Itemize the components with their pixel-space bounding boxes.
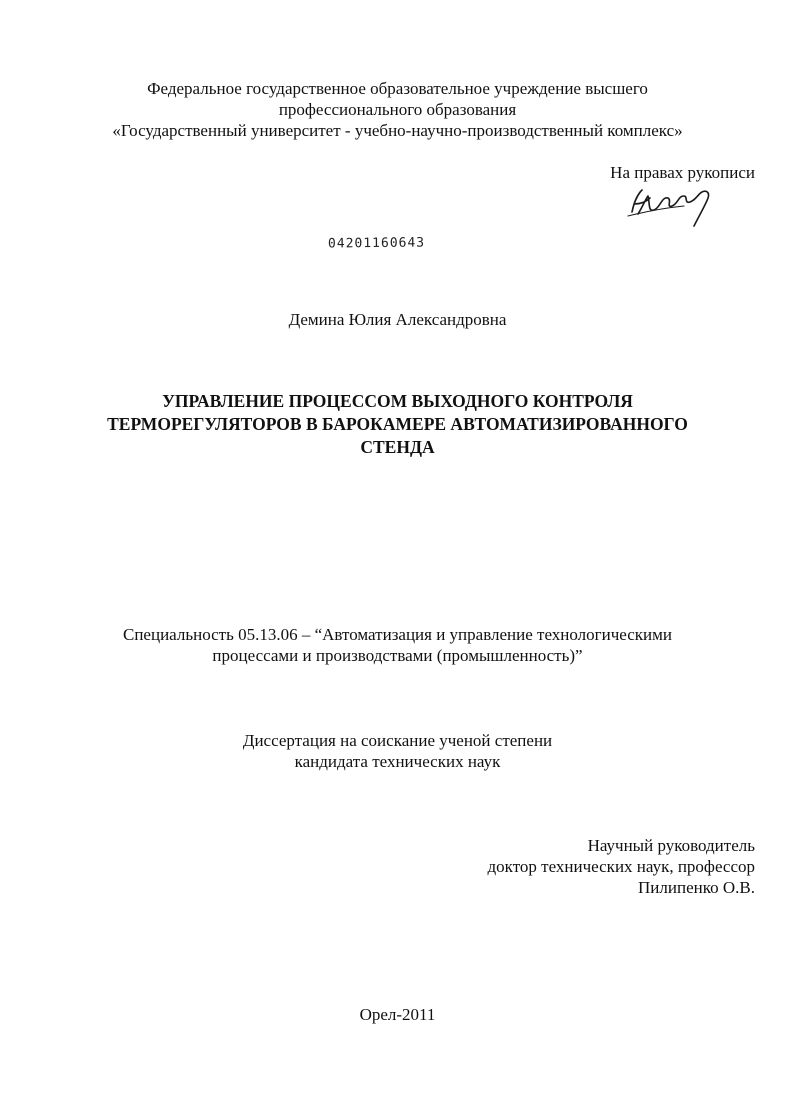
title-line-1: УПРАВЛЕНИЕ ПРОЦЕССОМ ВЫХОДНОГО КОНТРОЛЯ xyxy=(162,391,633,411)
title-line-2: ТЕРМОРЕГУЛЯТОРОВ В БАРОКАМЕРЕ АВТОМАТИЗИРОВАННОГО xyxy=(107,414,688,434)
institution-line-2: профессионального образования xyxy=(278,100,517,119)
specialty-line-1: Специальность 05.13.06 – “Автоматизация и управление технологическими xyxy=(123,625,672,644)
institution-line-3: «Государственный университет - учебно-научно-производственный комплекс» xyxy=(112,121,683,140)
handwritten-signature xyxy=(624,182,724,228)
degree-line-2: кандидата технических наук xyxy=(294,752,501,771)
manuscript-note: На правах рукописи xyxy=(610,163,755,182)
registry-number: 04201160643 xyxy=(327,235,426,252)
city-year: Орел-2011 xyxy=(359,1005,436,1024)
supervisor-credentials: доктор технических наук, профессор xyxy=(487,857,755,876)
author-name: Демина Юлия Александровна xyxy=(288,310,507,329)
specialty-line-2: процессами и производствами (промышленность)” xyxy=(212,646,583,665)
supervisor-role: Научный руководитель xyxy=(587,836,755,855)
supervisor-name: Пилипенко О.В. xyxy=(638,878,755,897)
degree-line-1: Диссертация на соискание ученой степени xyxy=(242,731,553,750)
title-line-3: СТЕНДА xyxy=(360,437,435,457)
institution-line-1: Федеральное государственное образовательное учреждение высшего xyxy=(147,79,648,98)
